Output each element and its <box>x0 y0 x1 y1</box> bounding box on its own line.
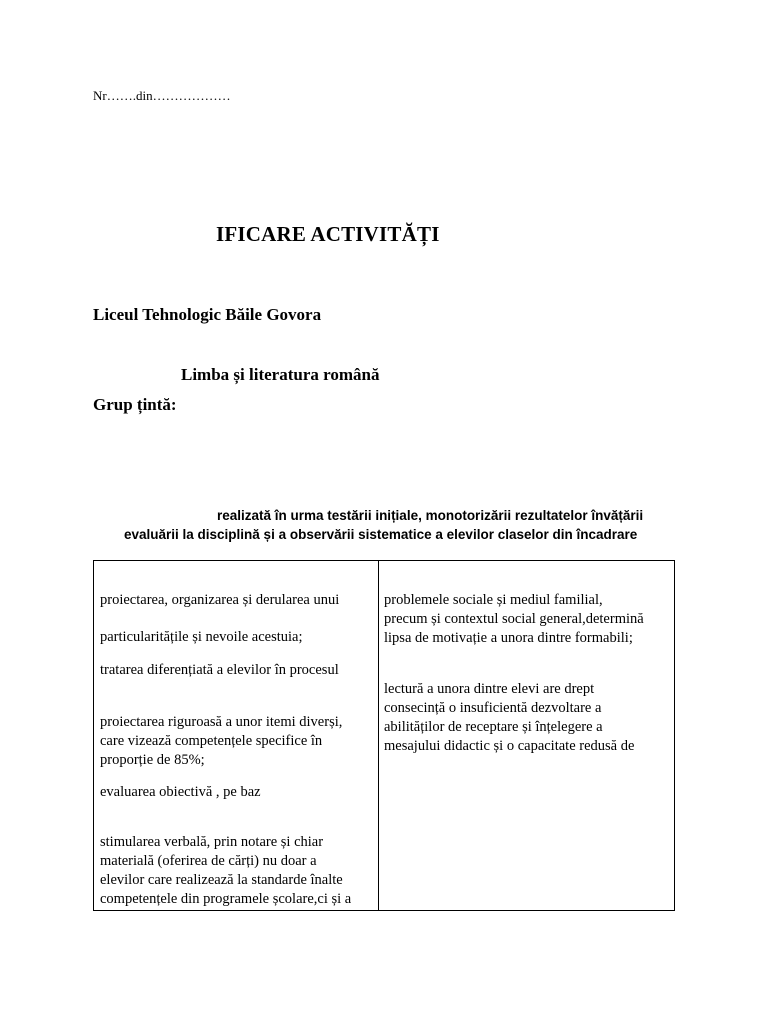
target-group-label: Grup țintă: <box>93 395 177 414</box>
left-cell-line: particularitățile și nevoile acestuia; <box>100 629 303 645</box>
left-cell-line: care vizează competențele specifice în <box>100 733 323 749</box>
left-cell-line: stimularea verbală, prin notare și chiar <box>100 834 324 850</box>
school-name: Liceul Tehnologic Băile Govora <box>93 305 322 324</box>
left-cell-line: competențele din programele școlare,ci și a <box>100 891 352 907</box>
description-line-2: evaluării la disciplină și a observării sistematice a elevilor claselor din încadrare <box>124 527 638 542</box>
right-cell-line: lipsa de motivație a unora dintre formabili; <box>384 630 633 646</box>
right-cell-line: abilităților de receptare și înțelegere a <box>384 719 603 735</box>
left-cell-line: proiectarea, organizarea și derularea unui <box>100 592 340 608</box>
description-line-1: realizată în urma testării inițiale, monotorizării rezultatelor învățării <box>217 508 644 523</box>
left-cell-line: proporție de 85%; <box>100 752 205 768</box>
right-cell-line: problemele sociale și mediul familial, <box>384 592 603 608</box>
left-cell-line: evaluarea obiectivă , pe baz <box>100 784 261 800</box>
right-cell-line: precum și contextul social general,determină <box>384 611 644 627</box>
registration-number-line: Nr…….din……………… <box>93 88 231 103</box>
left-cell-line: tratarea diferențiată a elevilor în procesul <box>100 662 339 678</box>
right-cell-line: mesajului didactic și o capacitate redusă de <box>384 738 635 754</box>
column-divider <box>378 561 379 910</box>
right-cell-line: consecință o insuficientă dezvoltare a <box>384 700 602 716</box>
left-cell-line: elevilor care realizează la standarde înalte <box>100 872 343 888</box>
right-cell-line: lectură a unora dintre elevi are drept <box>384 681 595 697</box>
left-cell-line: materială (oferirea de cărți) nu doar a <box>100 853 317 869</box>
subject-name: Limba și literatura română <box>181 365 380 384</box>
document-title: IFICARE ACTIVITĂȚI <box>216 222 440 246</box>
left-cell-line: proiectarea riguroasă a unor itemi diverși, <box>100 714 343 730</box>
activities-table <box>93 560 675 911</box>
